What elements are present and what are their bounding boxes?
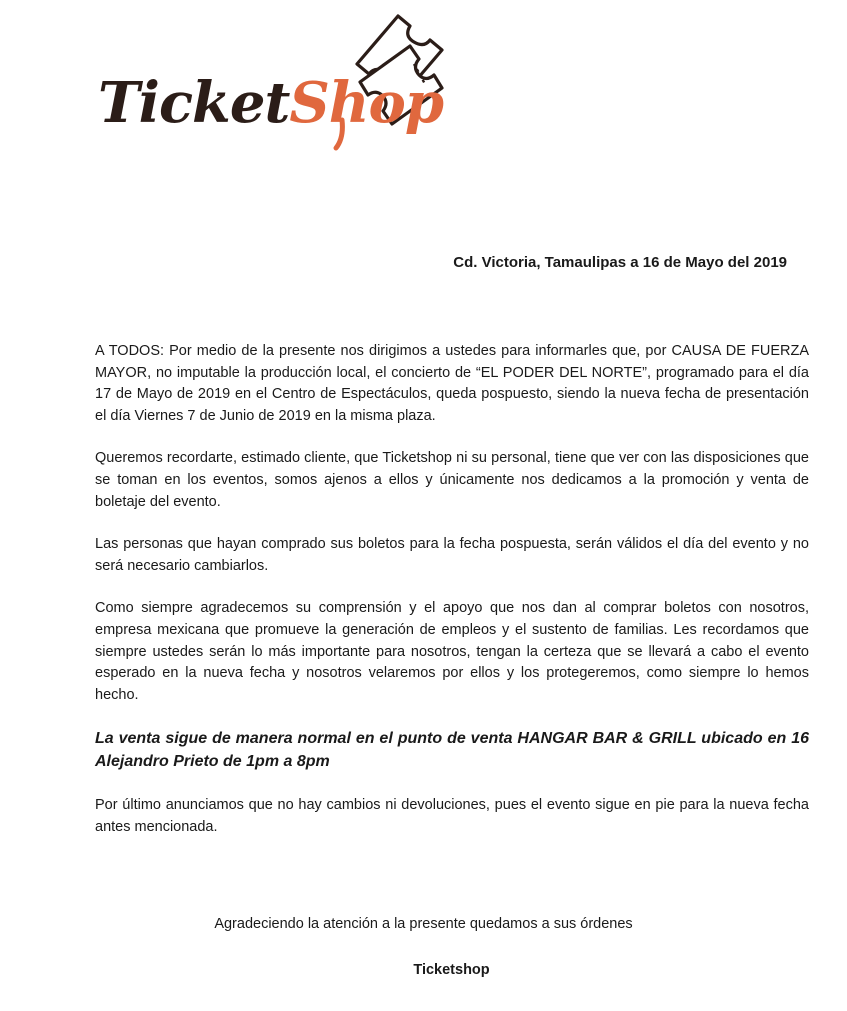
logo-graphic bbox=[92, 12, 452, 162]
logo-text-shop: Shop bbox=[289, 70, 444, 136]
letter-body bbox=[95, 341, 809, 860]
closing-line: Agradeciendo la atención a la presente quedamos a sus órdenes bbox=[214, 916, 633, 932]
ticketshop-logo bbox=[92, 12, 452, 162]
paragraph-ticket-validity: Las personas que hayan comprado sus boletos para la fecha pospuesta, serán válidos el día del evento y no será necesario cambiarlos. bbox=[95, 536, 809, 574]
paragraph-sales-point: La venta sigue de manera normal en el punto de venta HANGAR BAR & GRILL ubicado en 16 Alejandro Prieto de 1pm a 8pm bbox=[95, 730, 809, 771]
place-date: Cd. Victoria, Tamaulipas a 16 de Mayo del 2019 bbox=[453, 254, 787, 271]
signature: Ticketshop bbox=[413, 962, 490, 978]
paragraph-announcement: A TODOS: Por medio de la presente nos dirigimos a ustedes para informarles que, por CAUSA DE FUERZA MAYOR, no imputable la producción local, el concierto de “EL PODER DEL NORTE”, programado para el día 17 de Mayo de 2019 en el Centro de Espectáculos, queda pospuesto, siendo la nueva fecha de presentación el día Viernes 7 de Junio de 2019 en la misma plaza. bbox=[95, 343, 809, 424]
paragraph-disclaimer: Queremos recordarte, estimado cliente, que Ticketshop ni su personal, tiene que ver con las disposiciones que se toman en los eventos, somos ajenos a ellos y únicamente nos dedicamos a la promoción y venta de boletaje del evento. bbox=[95, 450, 809, 510]
logo-text-ticket: Ticket bbox=[98, 70, 290, 136]
paragraph-no-refunds: Por último anunciamos que no hay cambios ni devoluciones, pues el evento sigue en pie para la nueva fecha antes mencionada. bbox=[95, 797, 809, 835]
paragraph-gratitude: Como siempre agradecemos su comprensión y el apoyo que nos dan al comprar boletos con nosotros, empresa mexicana que promueve la generación de empleos y el sustento de familias. Les recordamos que siempre ustedes serán lo más importante para nosotros, tengan la certeza que se llevará a cabo el evento esperado en la nueva fecha y nosotros velaremos por ellos y los protegeremos, como siempre lo hemos hecho. bbox=[95, 600, 809, 703]
svg-text:TicketShop bbox=[98, 70, 444, 136]
